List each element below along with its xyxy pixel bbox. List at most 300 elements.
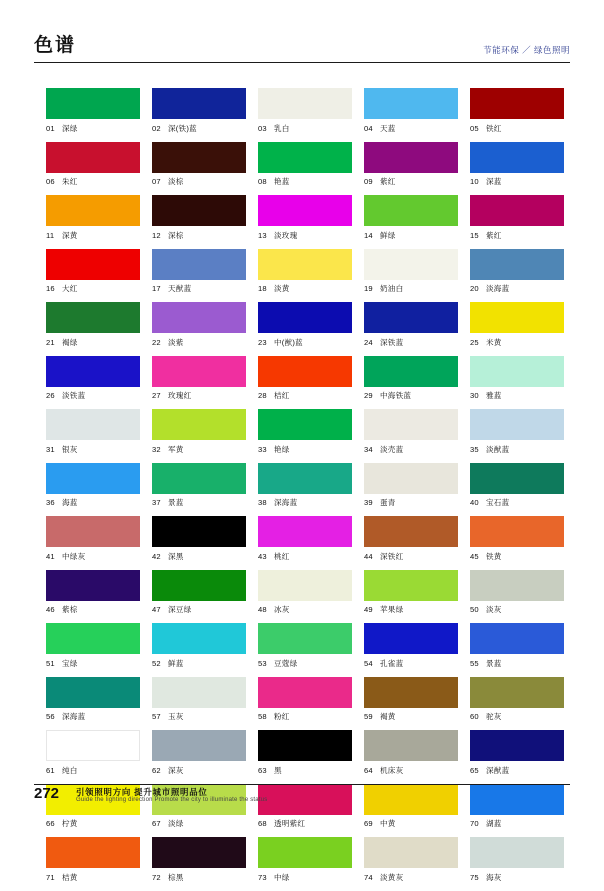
color-swatch <box>364 356 458 387</box>
swatch-name: 鲜绿 <box>380 230 396 240</box>
swatch-label <box>364 815 458 831</box>
swatch-label <box>152 815 246 831</box>
swatch-cell <box>152 302 246 349</box>
swatch-label <box>258 119 352 135</box>
swatch-name: 铁黄 <box>486 551 502 561</box>
swatch-number: 28 <box>258 391 267 400</box>
swatch-number: 38 <box>258 498 267 507</box>
swatch-label <box>470 387 564 403</box>
swatch-name: 军黄 <box>168 444 184 454</box>
page-header <box>34 30 570 62</box>
swatch-cell <box>46 623 140 670</box>
swatch-label <box>46 173 140 189</box>
color-swatch <box>258 142 352 173</box>
swatch-name: 中绿灰 <box>62 551 86 561</box>
swatch-cell <box>470 356 564 403</box>
swatch-name: 中黄 <box>380 819 396 828</box>
swatch-name: 淡铁蓝 <box>62 391 86 400</box>
swatch-cell <box>470 837 564 884</box>
swatch-label <box>364 761 458 777</box>
swatch-label <box>470 333 564 349</box>
swatch-label <box>152 708 246 724</box>
swatch-label <box>364 601 458 617</box>
swatch-label <box>152 868 246 884</box>
swatch-number: 29 <box>364 391 373 400</box>
swatch-cell <box>46 356 140 403</box>
swatch-name: 深黄 <box>62 230 78 240</box>
swatch-cell <box>46 88 140 135</box>
swatch-label <box>152 547 246 563</box>
swatch-number: 62 <box>152 765 161 775</box>
color-swatch <box>470 356 564 387</box>
swatch-label <box>258 815 352 831</box>
swatch-label <box>364 119 458 135</box>
swatch-cell <box>152 623 246 670</box>
swatch-grid <box>46 88 560 891</box>
swatch-number: 66 <box>46 819 55 828</box>
swatch-name: 深黑 <box>168 551 184 561</box>
swatch-number: 61 <box>46 765 55 775</box>
swatch-number: 41 <box>46 551 55 561</box>
swatch-number: 51 <box>46 658 55 668</box>
swatch-name: 深猷蓝 <box>486 765 510 775</box>
swatch-number: 45 <box>470 551 479 561</box>
color-swatch <box>258 730 352 761</box>
swatch-cell <box>152 249 246 296</box>
swatch-number: 24 <box>364 337 373 347</box>
swatch-label <box>470 815 564 831</box>
swatch-name: 粉红 <box>274 712 290 721</box>
swatch-cell <box>258 463 352 510</box>
swatch-name: 深铁红 <box>380 551 404 561</box>
swatch-cell <box>258 623 352 670</box>
swatch-number: 12 <box>152 230 161 240</box>
swatch-label <box>364 226 458 242</box>
swatch-label <box>470 226 564 242</box>
swatch-number: 58 <box>258 712 267 721</box>
swatch-cell <box>46 463 140 510</box>
swatch-cell <box>470 409 564 456</box>
swatch-number: 43 <box>258 551 267 561</box>
swatch-number: 20 <box>470 284 479 293</box>
swatch-name: 棕黑 <box>168 872 184 882</box>
swatch-label <box>258 440 352 456</box>
swatch-name: 银灰 <box>62 444 78 454</box>
swatch-number: 56 <box>46 712 55 721</box>
swatch-label <box>364 280 458 296</box>
swatch-name: 朱红 <box>62 177 78 186</box>
swatch-number: 48 <box>258 605 267 614</box>
color-swatch <box>152 302 246 333</box>
color-swatch <box>258 88 352 119</box>
swatch-label <box>152 173 246 189</box>
color-swatch <box>470 88 564 119</box>
swatch-number: 49 <box>364 605 373 614</box>
color-swatch <box>364 730 458 761</box>
swatch-number: 64 <box>364 765 373 775</box>
swatch-label <box>46 761 140 777</box>
swatch-cell <box>364 249 458 296</box>
swatch-cell <box>258 302 352 349</box>
swatch-cell <box>152 730 246 777</box>
swatch-label <box>258 601 352 617</box>
header-subtitle: 节能环保 ／ 绿色照明 <box>483 45 570 55</box>
swatch-number: 53 <box>258 658 267 668</box>
footer-tagline-cn: 引领照明方向 提升城市照明品位 <box>76 787 208 797</box>
swatch-label <box>46 494 140 510</box>
color-swatch <box>152 356 246 387</box>
swatch-name: 艳蓝 <box>274 177 290 186</box>
swatch-cell <box>364 730 458 777</box>
swatch-number: 23 <box>258 337 267 347</box>
swatch-name: 铁红 <box>486 123 502 133</box>
swatch-cell <box>258 409 352 456</box>
swatch-label <box>258 280 352 296</box>
color-swatch <box>258 570 352 601</box>
swatch-label <box>258 761 352 777</box>
color-swatch <box>152 249 246 280</box>
swatch-label <box>46 868 140 884</box>
swatch-label <box>152 333 246 349</box>
swatch-cell <box>258 570 352 617</box>
swatch-cell <box>152 516 246 563</box>
swatch-number: 15 <box>470 230 479 240</box>
swatch-label <box>470 119 564 135</box>
swatch-name: 褐绿 <box>62 337 78 347</box>
swatch-name: 淡玫瑰 <box>274 230 298 240</box>
swatch-label <box>258 226 352 242</box>
swatch-name: 豆蔻绿 <box>274 658 298 668</box>
swatch-cell <box>46 302 140 349</box>
swatch-cell <box>46 195 140 242</box>
color-swatch <box>470 195 564 226</box>
swatch-number: 67 <box>152 819 161 828</box>
color-swatch <box>470 623 564 654</box>
swatch-label <box>470 708 564 724</box>
swatch-name: 驼灰 <box>486 712 502 721</box>
swatch-number: 73 <box>258 872 267 882</box>
swatch-label <box>152 387 246 403</box>
swatch-number: 22 <box>152 337 161 347</box>
color-swatch <box>470 837 564 868</box>
swatch-number: 17 <box>152 284 161 293</box>
color-swatch <box>364 249 458 280</box>
swatch-label <box>258 173 352 189</box>
swatch-number: 07 <box>152 177 161 186</box>
swatch-cell <box>258 730 352 777</box>
swatch-cell <box>470 516 564 563</box>
color-swatch <box>46 88 140 119</box>
swatch-label <box>470 494 564 510</box>
swatch-name: 奶油白 <box>380 284 404 293</box>
color-swatch <box>258 463 352 494</box>
page-title: 色谱 <box>34 35 77 56</box>
swatch-name: 紫红 <box>486 230 502 240</box>
swatch-name: 褐黄 <box>380 712 396 721</box>
swatch-cell <box>46 516 140 563</box>
color-swatch <box>364 409 458 440</box>
swatch-name: 蛋青 <box>380 498 396 507</box>
color-swatch <box>46 837 140 868</box>
swatch-number: 68 <box>258 819 267 828</box>
swatch-label <box>258 708 352 724</box>
swatch-number: 75 <box>470 872 479 882</box>
swatch-cell <box>152 409 246 456</box>
color-swatch <box>364 623 458 654</box>
swatch-cell <box>46 677 140 724</box>
color-swatch <box>46 409 140 440</box>
swatch-name: 紫棕 <box>62 605 78 614</box>
swatch-number: 57 <box>152 712 161 721</box>
swatch-cell <box>46 570 140 617</box>
swatch-label <box>152 280 246 296</box>
swatch-name: 海蓝 <box>62 498 78 507</box>
swatch-name: 深豆绿 <box>168 605 192 614</box>
swatch-number: 18 <box>258 284 267 293</box>
swatch-name: 淡灰 <box>486 605 502 614</box>
swatch-cell <box>470 463 564 510</box>
swatch-name: 艳绿 <box>274 444 290 454</box>
swatch-label <box>258 654 352 670</box>
swatch-label <box>470 868 564 884</box>
header-divider <box>34 62 570 63</box>
swatch-name: 鲜蓝 <box>168 658 184 668</box>
swatch-name: 淡海蓝 <box>486 284 510 293</box>
swatch-label <box>364 387 458 403</box>
swatch-label <box>258 547 352 563</box>
swatch-name: 玉灰 <box>168 712 184 721</box>
swatch-cell <box>470 142 564 189</box>
swatch-cell <box>364 623 458 670</box>
swatch-cell <box>258 88 352 135</box>
swatch-number: 47 <box>152 605 161 614</box>
color-swatch <box>258 356 352 387</box>
swatch-cell <box>470 302 564 349</box>
swatch-label <box>470 547 564 563</box>
swatch-name: 深棕 <box>168 230 184 240</box>
swatch-cell <box>364 570 458 617</box>
swatch-number: 11 <box>46 230 55 240</box>
color-swatch <box>258 302 352 333</box>
swatch-label <box>46 815 140 831</box>
swatch-label <box>152 761 246 777</box>
swatch-cell <box>470 88 564 135</box>
swatch-name: 景蓝 <box>168 498 184 507</box>
color-swatch <box>364 837 458 868</box>
swatch-cell <box>152 463 246 510</box>
color-swatch <box>152 409 246 440</box>
swatch-number: 34 <box>364 444 373 454</box>
color-swatch <box>152 837 246 868</box>
swatch-name: 淡黄 <box>274 284 290 293</box>
color-swatch <box>470 730 564 761</box>
swatch-number: 14 <box>364 230 373 240</box>
color-swatch <box>152 195 246 226</box>
swatch-name: 淡紫 <box>168 337 184 347</box>
swatch-cell <box>364 409 458 456</box>
swatch-label <box>152 654 246 670</box>
swatch-label <box>46 280 140 296</box>
swatch-cell <box>152 356 246 403</box>
swatch-label <box>364 708 458 724</box>
swatch-cell <box>470 249 564 296</box>
swatch-name: 黑 <box>274 765 282 775</box>
swatch-name: 深蓝 <box>486 177 502 186</box>
swatch-number: 06 <box>46 177 55 186</box>
swatch-number: 42 <box>152 551 161 561</box>
color-swatch <box>470 463 564 494</box>
swatch-name: 淡棕 <box>168 177 184 186</box>
color-swatch <box>258 249 352 280</box>
swatch-name: 深(铁)蓝 <box>168 123 197 133</box>
color-swatch <box>364 142 458 173</box>
swatch-label <box>46 440 140 456</box>
swatch-label <box>152 494 246 510</box>
swatch-name: 孔雀蓝 <box>380 658 404 668</box>
swatch-cell <box>364 837 458 884</box>
color-swatch <box>470 409 564 440</box>
color-swatch <box>364 195 458 226</box>
color-swatch <box>46 142 140 173</box>
swatch-number: 01 <box>46 123 55 133</box>
swatch-number: 60 <box>470 712 479 721</box>
swatch-name: 天蓝 <box>380 123 396 133</box>
swatch-cell <box>364 88 458 135</box>
swatch-label <box>46 333 140 349</box>
swatch-label <box>470 440 564 456</box>
swatch-number: 65 <box>470 765 479 775</box>
swatch-cell <box>46 837 140 884</box>
color-swatch <box>470 570 564 601</box>
color-swatch <box>46 302 140 333</box>
swatch-number: 59 <box>364 712 373 721</box>
swatch-number: 63 <box>258 765 267 775</box>
page-footer <box>34 785 570 811</box>
swatch-name: 机床灰 <box>380 765 404 775</box>
color-swatch <box>46 570 140 601</box>
swatch-label <box>46 226 140 242</box>
color-swatch <box>258 516 352 547</box>
swatch-label <box>46 387 140 403</box>
swatch-number: 32 <box>152 444 161 454</box>
swatch-name: 桔黄 <box>62 872 78 882</box>
swatch-number: 37 <box>152 498 161 507</box>
swatch-label <box>364 868 458 884</box>
swatch-name: 深海蓝 <box>274 498 298 507</box>
swatch-label <box>46 708 140 724</box>
swatch-number: 71 <box>46 872 55 882</box>
swatch-cell <box>258 195 352 242</box>
swatch-name: 米黄 <box>486 337 502 347</box>
swatch-number: 25 <box>470 337 479 347</box>
swatch-cell <box>258 249 352 296</box>
color-swatch <box>364 677 458 708</box>
swatch-number: 74 <box>364 872 373 882</box>
swatch-number: 52 <box>152 658 161 668</box>
swatch-cell <box>152 677 246 724</box>
swatch-number: 36 <box>46 498 55 507</box>
color-swatch <box>258 409 352 440</box>
swatch-number: 44 <box>364 551 373 561</box>
color-swatch <box>152 623 246 654</box>
swatch-name: 柠黄 <box>62 819 78 828</box>
swatch-cell <box>470 570 564 617</box>
color-swatch <box>152 677 246 708</box>
swatch-number: 10 <box>470 177 479 186</box>
swatch-name: 淡壳蓝 <box>380 444 404 454</box>
swatch-label <box>152 119 246 135</box>
swatch-number: 46 <box>46 605 55 614</box>
swatch-label <box>364 173 458 189</box>
color-swatch <box>46 623 140 654</box>
swatch-cell <box>258 677 352 724</box>
swatch-name: 天猷蓝 <box>168 284 192 293</box>
swatch-label <box>364 494 458 510</box>
swatch-cell <box>470 677 564 724</box>
color-swatch <box>152 142 246 173</box>
swatch-name: 透明紫红 <box>274 819 306 828</box>
swatch-cell <box>364 356 458 403</box>
color-swatch <box>152 516 246 547</box>
swatch-cell <box>364 302 458 349</box>
swatch-name: 宝绿 <box>62 658 78 668</box>
swatch-label <box>46 654 140 670</box>
swatch-cell <box>152 570 246 617</box>
swatch-name: 冰灰 <box>274 605 290 614</box>
swatch-name: 雅蓝 <box>486 391 502 400</box>
swatch-name: 深绿 <box>62 123 78 133</box>
color-swatch <box>46 249 140 280</box>
swatch-cell <box>258 516 352 563</box>
swatch-name: 深灰 <box>168 765 184 775</box>
swatch-label <box>470 654 564 670</box>
swatch-name: 中绿 <box>274 872 290 882</box>
swatch-number: 16 <box>46 284 55 293</box>
swatch-label <box>364 440 458 456</box>
swatch-cell <box>46 730 140 777</box>
swatch-cell <box>152 837 246 884</box>
swatch-number: 13 <box>258 230 267 240</box>
swatch-number: 33 <box>258 444 267 454</box>
color-swatch <box>470 142 564 173</box>
swatch-number: 70 <box>470 819 479 828</box>
swatch-label <box>258 387 352 403</box>
swatch-name: 淡绿 <box>168 819 184 828</box>
swatch-name: 紫红 <box>380 177 396 186</box>
swatch-number: 69 <box>364 819 373 828</box>
swatch-label <box>470 761 564 777</box>
swatch-name: 中海铁蓝 <box>380 391 412 400</box>
swatch-cell <box>46 142 140 189</box>
color-swatch <box>258 837 352 868</box>
swatch-label <box>258 333 352 349</box>
page-number: 272 <box>34 785 60 802</box>
swatch-name: 纯白 <box>62 765 78 775</box>
swatch-label <box>470 601 564 617</box>
swatch-number: 30 <box>470 391 479 400</box>
swatch-name: 宝石蓝 <box>486 498 510 507</box>
swatch-cell <box>152 142 246 189</box>
swatch-name: 深海蓝 <box>62 712 86 721</box>
swatch-number: 40 <box>470 498 479 507</box>
swatch-cell <box>364 677 458 724</box>
color-swatch <box>364 463 458 494</box>
color-swatch <box>152 463 246 494</box>
color-swatch <box>364 302 458 333</box>
swatch-label <box>258 494 352 510</box>
color-swatch <box>470 249 564 280</box>
color-swatch <box>258 623 352 654</box>
